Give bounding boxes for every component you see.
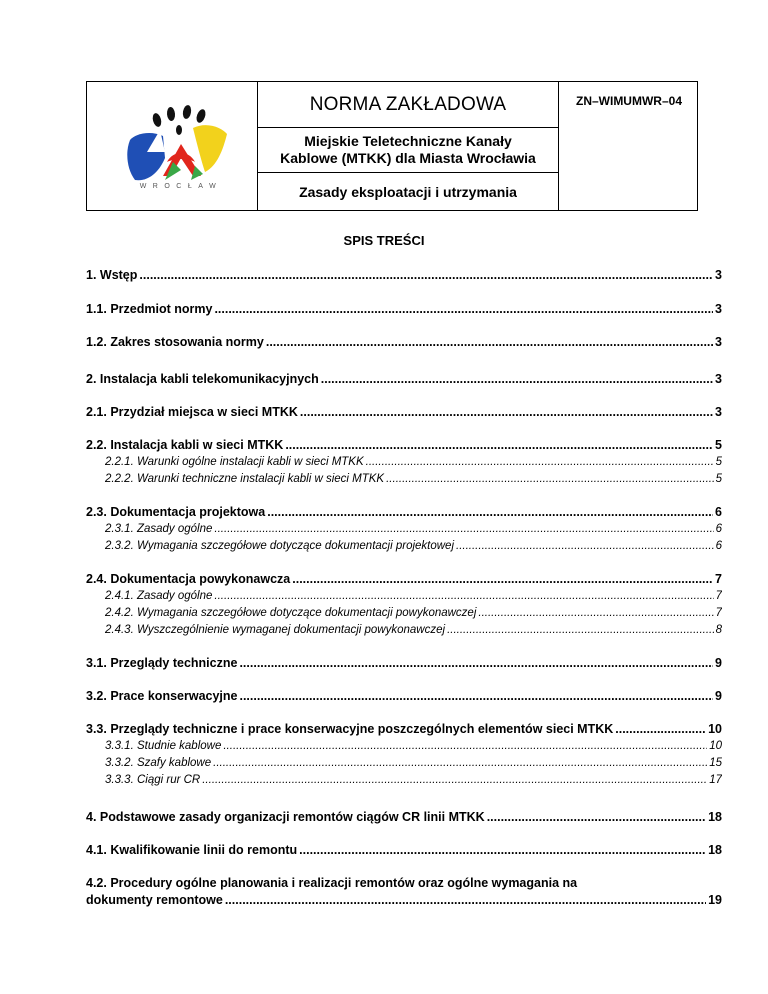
toc-label: 2.3.1. Zasady ogólne <box>105 523 213 535</box>
document-title: NORMA ZAKŁADOWA <box>309 93 507 115</box>
toc-page: 5 <box>715 456 722 468</box>
toc-entry[interactable] <box>86 739 722 754</box>
toc-entry[interactable] <box>86 589 722 604</box>
toc-page: 6 <box>715 523 722 535</box>
toc-leader <box>225 893 706 908</box>
toc-entry[interactable] <box>86 606 722 621</box>
toc-entry[interactable] <box>86 522 722 537</box>
toc-page: 3 <box>715 268 722 282</box>
toc-leader <box>213 756 707 771</box>
toc-label: 2.4. Dokumentacja powykonawcza <box>86 572 291 586</box>
toc-leader <box>321 372 713 387</box>
toc-label: 3.3. Przeglądy techniczne i prace konserwacyjne poszczególnych elementów sieci MTKK <box>86 722 614 736</box>
subtitle-line: Miejskie Teletechniczne Kanały <box>304 133 512 149</box>
toc-entry[interactable] <box>86 656 722 671</box>
toc-leader <box>456 539 714 554</box>
toc-page: 10 <box>708 722 722 736</box>
toc-entry[interactable] <box>86 505 722 520</box>
toc-page: 5 <box>715 473 722 485</box>
toc-leader <box>447 623 714 638</box>
toc-page: 18 <box>708 810 722 824</box>
toc-leader <box>478 606 713 621</box>
toc-entry[interactable] <box>86 455 722 470</box>
toc-entry[interactable] <box>86 722 722 737</box>
toc-label: 3.2. Prace konserwacyjne <box>86 689 238 703</box>
toc-label: 4. Podstawowe zasady organizacji remontów ciągów CR linii MTKK <box>86 810 485 824</box>
toc-entry[interactable] <box>86 756 722 771</box>
toc-label: 3.3.2. Szafy kablowe <box>105 757 212 769</box>
toc-page: 19 <box>708 893 722 907</box>
toc-leader <box>223 739 707 754</box>
toc-label: 2. Instalacja kabli telekomunikacyjnych <box>86 372 319 386</box>
toc-entry-wrapped-line[interactable] <box>86 876 722 891</box>
toc-entry[interactable] <box>86 268 722 283</box>
toc-leader <box>386 472 713 487</box>
toc-label: dokumenty remontowe <box>86 893 223 907</box>
toc-page: 17 <box>709 774 722 786</box>
toc-leader <box>366 455 714 470</box>
toc-leader <box>487 810 706 825</box>
toc-leader <box>266 335 713 350</box>
toc-page: 18 <box>708 843 722 857</box>
toc-page: 3 <box>715 372 722 386</box>
toc-label: 2.4.1. Zasady ogólne <box>105 590 213 602</box>
toc-entry[interactable] <box>86 438 722 453</box>
toc-entry[interactable] <box>86 810 722 825</box>
toc-label: 1. Wstęp <box>86 268 138 282</box>
toc-label: 2.3.2. Wymagania szczegółowe dotyczące dokumentacji projektowej <box>105 540 455 552</box>
logo-text: WROCŁAW <box>139 183 223 190</box>
toc-label: 2.4.3. Wyszczególnienie wymaganej dokumentacji powykonawczej <box>105 624 446 636</box>
toc-label: 2.1. Przydział miejsca w sieci MTKK <box>86 405 298 419</box>
toc-label: 2.4.2. Wymagania szczegółowe dotyczące dokumentacji powykonawczej <box>105 607 477 619</box>
document-code: ZN–WIMUMWR–04 <box>575 94 682 108</box>
toc-page: 8 <box>715 624 722 636</box>
toc-page: 7 <box>715 572 722 586</box>
toc-page: 6 <box>715 540 722 552</box>
toc-entry[interactable] <box>86 335 722 350</box>
document-scope: Zasady eksploatacji i utrzymania <box>299 183 517 200</box>
toc-entry[interactable] <box>86 472 722 487</box>
toc-entry[interactable] <box>86 572 722 587</box>
document-subtitle <box>258 128 558 172</box>
toc-label: 4.2. Procedury ogólne planowania i realizacji remontów oraz ogólne wymagania na <box>86 876 578 890</box>
toc-entry[interactable] <box>86 623 722 638</box>
toc-page: 10 <box>709 740 722 752</box>
toc-label: 1.2. Zakres stosowania normy <box>86 335 264 349</box>
toc-leader <box>615 722 706 737</box>
toc-label: 2.2. Instalacja kabli w sieci MTKK <box>86 438 284 452</box>
toc-page: 9 <box>715 689 722 703</box>
toc-leader <box>214 302 713 317</box>
toc-leader <box>239 689 713 704</box>
toc-page: 3 <box>715 302 722 316</box>
toc-leader <box>292 572 713 587</box>
toc-entry[interactable] <box>86 405 722 420</box>
toc-page: 9 <box>715 656 722 670</box>
table-of-contents <box>86 268 722 908</box>
toc-entry[interactable] <box>86 843 722 858</box>
toc-page: 3 <box>715 335 722 349</box>
toc-leader <box>285 438 713 453</box>
toc-page: 7 <box>715 607 722 619</box>
toc-entry[interactable] <box>86 893 722 908</box>
toc-page: 7 <box>715 590 722 602</box>
toc-label: 3.3.1. Studnie kablowe <box>105 740 222 752</box>
toc-title: SPIS TREŚCI <box>343 233 425 248</box>
toc-leader <box>202 773 707 788</box>
toc-label: 4.1. Kwalifikowanie linii do remontu <box>86 843 298 857</box>
toc-label: 3.3.3. Ciągi rur CR <box>105 774 201 786</box>
toc-leader <box>267 505 713 520</box>
toc-entry[interactable] <box>86 539 722 554</box>
toc-page: 3 <box>715 405 722 419</box>
toc-label: 3.1. Przeglądy techniczne <box>86 656 238 670</box>
toc-label: 2.2.2. Warunki techniczne instalacji kabli w sieci MTKK <box>105 473 385 485</box>
toc-leader <box>239 656 713 671</box>
toc-page: 15 <box>709 757 722 769</box>
toc-label: 2.3. Dokumentacja projektowa <box>86 505 266 519</box>
toc-leader <box>300 405 713 420</box>
toc-label: 2.2.1. Warunki ogólne instalacji kabli w sieci MTKK <box>105 456 364 468</box>
toc-entry[interactable] <box>86 302 722 317</box>
toc-leader <box>299 843 706 858</box>
toc-page: 5 <box>715 438 722 452</box>
toc-leader <box>139 268 713 283</box>
toc-page: 6 <box>715 505 722 519</box>
toc-leader <box>214 589 713 604</box>
toc-entry[interactable] <box>86 773 722 788</box>
toc-leader <box>214 522 713 537</box>
toc-entry[interactable] <box>86 689 722 704</box>
document-header <box>86 81 698 211</box>
subtitle-line: Kablowe (MTKK) dla Miasta Wrocławia <box>280 150 536 166</box>
toc-label: 1.1. Przedmiot normy <box>86 302 213 316</box>
toc-entry[interactable] <box>86 372 722 387</box>
